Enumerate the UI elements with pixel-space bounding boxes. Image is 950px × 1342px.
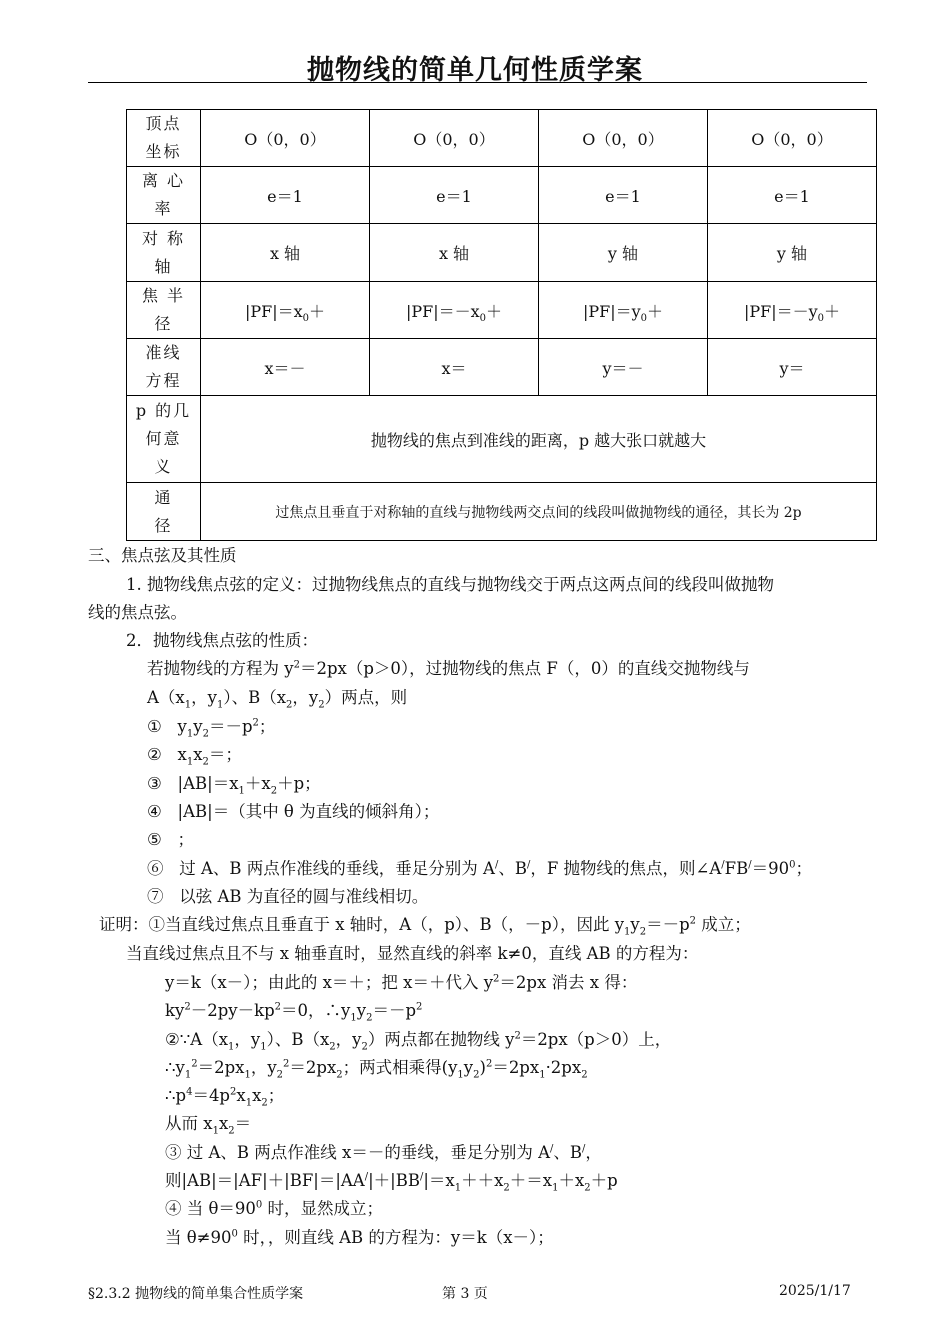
proof-text: 当 $\theta\ne 90^0$ 时，，则直线 AB 的方程为：y＝k（x－）； — [165, 1228, 554, 1247]
table-row — [127, 110, 877, 167]
table-cell: x＝ — [370, 339, 539, 396]
property-item: ① $y_1y_2=-p^2$； — [147, 717, 276, 740]
proof-text: 则$|AB|=|AF|+|BF|=|AA^/|+|BB^/|=x_1++x_2+=x_1+x_2+p$ — [165, 1171, 618, 1194]
proof-text: ③ 过 A、B 两点作准线 x＝－的垂线，垂足分别为 A/、B/， — [165, 1143, 602, 1162]
table-cell: $|PF|=-x_0+$ — [370, 282, 539, 339]
table-row — [127, 282, 877, 339]
table-cell: e＝1 — [708, 167, 877, 224]
section-heading: 三、焦点弦及其性质 — [88, 546, 237, 565]
table-cell: e＝1 — [201, 167, 370, 224]
proof-text: ④ 当 $\theta=90^0$ 时，显然成立； — [165, 1199, 384, 1218]
table-row — [127, 339, 877, 396]
footer-left: §2.3.2 抛物线的简单集合性质学案 — [88, 1286, 304, 1302]
table-row — [127, 167, 877, 224]
property-item: ② $x_1x_2=$； — [147, 745, 242, 768]
row-header: 焦 半 径 — [127, 282, 201, 339]
table-row — [127, 396, 877, 483]
table-cell: $|PF|=x_0+$ — [201, 282, 370, 339]
row-header: 顶点 坐标 — [127, 110, 201, 167]
proof-text: 当直线过焦点且不与 x 轴垂直时，显然直线的斜率 k≠0，直线 AB 的方程为： — [126, 944, 699, 963]
row-header: 准线 方程 — [127, 339, 201, 396]
proof-text: 从而 $x_1x_2=$ — [165, 1114, 252, 1137]
property-item: ③ $|AB|=x_1+x_2+p$； — [147, 774, 321, 797]
proof-text: y＝k（x－）；由此的 x＝＋；把 x＝＋代入 $y^2=2px$ 消去 x 得： — [165, 973, 638, 992]
row-header: 对 称 轴 — [127, 224, 201, 282]
table-cell: e＝1 — [370, 167, 539, 224]
intro-text: $A(x_1$，$y_1$）、$B(x_2$，$y_2$）两点，则 — [147, 688, 408, 711]
definition-text: 1. 抛物线焦点弦的定义：过抛物线焦点的直线与抛物线交于两点这两点间的线段叫做抛物 — [126, 575, 774, 594]
page-title: 抛物线的简单几何性质学案 — [307, 55, 643, 86]
property-item: ⑤ ； — [147, 830, 195, 849]
table-cell: y 轴 — [539, 224, 708, 282]
table-cell: y 轴 — [708, 224, 877, 282]
table-row — [127, 224, 877, 282]
table-cell: x 轴 — [370, 224, 539, 282]
proof-text: $ky^2-2py-kp^2=0$，$\therefore y_1y_2=-p^2$ — [165, 1001, 423, 1024]
intro-text: 若抛物线的方程为 $y^2=2px(p>0)$，过抛物线的焦点 F（，0）的直线交抛物线与 — [147, 659, 750, 678]
proof-text: $\therefore y_1^2=2px_1$，$y_2^2=2px_2$；两式相乘得$(y_1y_2)^2=2px_1\cdot 2px_2$ — [165, 1058, 588, 1081]
property-item: ⑦ 以弦 AB 为直径的圆与准线相切。 — [147, 887, 429, 906]
row-header: p 的几 何意 义 — [127, 396, 201, 483]
table-cell: O（0，0） — [708, 110, 877, 167]
table-cell: O（0，0） — [370, 110, 539, 167]
table-cell: $|PF|=-y_0+$ — [708, 282, 877, 339]
proof-text: $②\because A(x_1$，$y_1$）、$B(x_2$，$y_2$）两点都在抛物线 $y^2=2px(p>0)$上， — [165, 1030, 672, 1053]
table-row — [127, 483, 877, 541]
title-rule — [88, 82, 867, 83]
table-cell: y＝ — [708, 339, 877, 396]
table-cell: e＝1 — [539, 167, 708, 224]
property-item: ④ |AB|＝（其中 θ 为直线的倾斜角）； — [147, 802, 440, 821]
definition-text: 线的焦点弦。 — [88, 603, 187, 622]
footer-page-number: 第 3 页 — [442, 1286, 488, 1302]
table-cell: O（0，0） — [539, 110, 708, 167]
table-cell-span: 过焦点且垂直于对称轴的直线与抛物线两交点间的线段叫做抛物线的通径，其长为 2p — [201, 483, 877, 541]
table-cell: $|PF|=y_0+$ — [539, 282, 708, 339]
proof-text: 证明：①当直线过焦点且垂直于 x 轴时，A（，p）、B（，－p），因此 $y_1y_2=-p^2$ 成立； — [99, 915, 751, 938]
properties-table — [126, 109, 877, 541]
table-cell: O（0，0） — [201, 110, 370, 167]
row-header: 通 径 — [127, 483, 201, 541]
footer-date: 2025/1/17 — [779, 1283, 851, 1299]
property-item: ⑥ 过 A、B 两点作准线的垂线，垂足分别为 A/、B/，F 抛物线的焦点，则$\angle A^/FB^/=90^0$； — [147, 859, 812, 878]
table-cell: x＝－ — [201, 339, 370, 396]
table-cell-span: 抛物线的焦点到准线的距离，p 越大张口就越大 — [201, 396, 877, 483]
row-header: 离 心 率 — [127, 167, 201, 224]
proof-text: $\therefore p^4=4p^2x_1x_2$； — [165, 1086, 285, 1109]
table-cell: y＝－ — [539, 339, 708, 396]
property-title: 2．抛物线焦点弦的性质： — [126, 631, 318, 650]
table-cell: x 轴 — [201, 224, 370, 282]
